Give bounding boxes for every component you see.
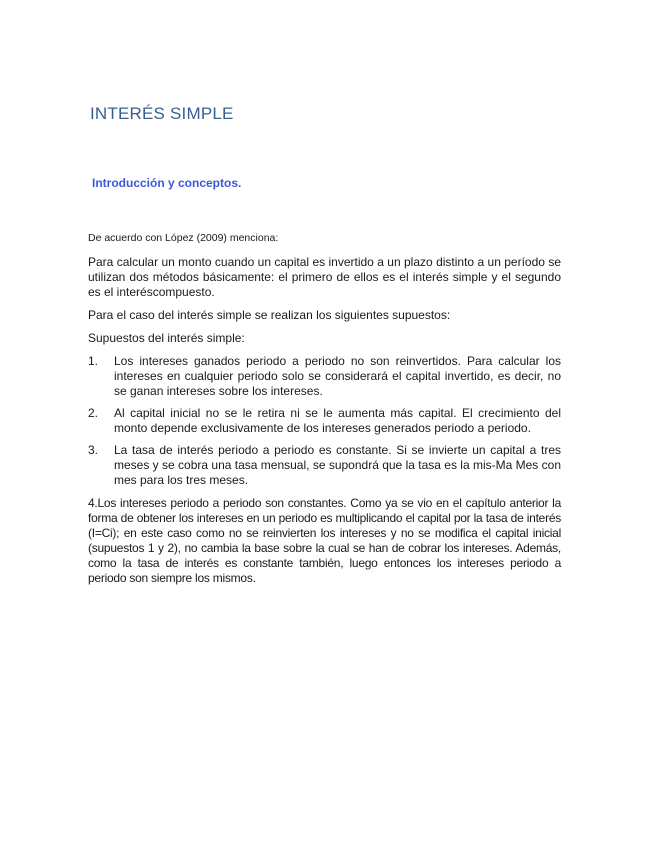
list-item-text: Los intereses ganados periodo a periodo no son reinvertidos. Para calcular los intereses en cualquier periodo solo se considerará el capital invertido, es decir, no se ganan intereses sobre los intereses.	[114, 354, 561, 398]
document-body	[88, 231, 561, 594]
paragraph-assumptions-heading: Supuestos del interés simple:	[88, 331, 245, 345]
paragraph-assumptions-intro: Para el caso del interés simple se realizan los siguientes supuestos:	[88, 308, 451, 322]
paragraph-methods: Para calcular un monto cuando un capital es invertido a un plazo distinto a un período se utilizan dos métodos básicamente: el primero de ellos es el interés simple y el segundo es el interéscompuesto.	[88, 255, 561, 299]
list-item-text: La tasa de interés periodo a periodo es constante. Si se invierte un capital a tres meses y se cobra una tasa mensual, se supondrá que la tasa es la mis-Ma Mes con mes para los tres meses.	[114, 443, 561, 487]
paragraph-constant-interest: 4.Los intereses periodo a periodo son constantes. Como ya se vio en el capítulo anterior la forma de obtener los intereses en un periodo es multiplicando el capital por la tasa de interés (I=Ci); en este caso como no se reinvierten los intereses y no se modifica el capital inicial (supuestos 1 y 2), no cambia la base sobre la cual se han de cobrar los intereses. Además, como la tasa de interés es constante también, luego entonces los intereses periodo a periodo son siempre los mismos.	[88, 496, 561, 585]
list-item	[88, 406, 561, 436]
list-item-text: Al capital inicial no se le retira ni se le aumenta más capital. El crecimiento del monto depende exclusivamente de los intereses generados periodo a periodo.	[114, 406, 561, 435]
section-heading: Introducción y conceptos.	[92, 176, 242, 190]
intro-line: De acuerdo con López (2009) menciona:	[88, 232, 279, 244]
list-item-number: 1.	[88, 354, 99, 368]
list-item	[88, 354, 561, 399]
list-item-number: 2.	[88, 406, 99, 420]
assumptions-list	[88, 354, 561, 488]
list-item	[88, 443, 561, 488]
document-title: INTERÉS SIMPLE	[90, 104, 234, 123]
list-item-number: 3.	[88, 443, 99, 457]
